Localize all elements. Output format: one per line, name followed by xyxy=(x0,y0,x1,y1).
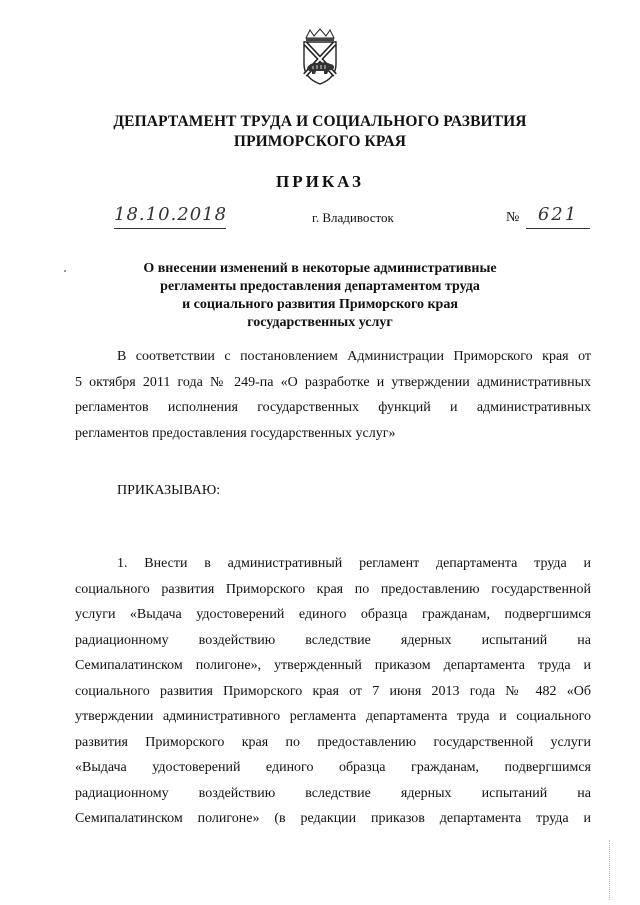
paragraph-line: 1. Внести в административный регламент департамента труда и xyxy=(117,556,591,571)
preamble-paragraph xyxy=(75,344,591,446)
handwritten-date: 18.10.2018 xyxy=(114,204,226,229)
subject-line: и социального развития Приморского края xyxy=(182,297,458,312)
paragraph-line: утверждении административного регламента департамента труда и социального xyxy=(75,709,591,724)
city: г. Владивосток xyxy=(312,210,394,225)
department-name xyxy=(0,112,640,152)
coat-of-arms-icon xyxy=(296,28,344,86)
paragraph-line: Семипалатинском полигоне» (в редакции приказов департамента труда и xyxy=(75,811,591,826)
paragraph-line: регламентов предоставления государственных услуг» xyxy=(75,425,396,441)
department-line: ПРИМОРСКОГО КРАЯ xyxy=(233,133,407,150)
handwritten-number: 621 xyxy=(526,204,590,229)
paragraph-line: 5 октября 2011 года № 249-па «О разработке и утверждении административных xyxy=(75,374,591,390)
paragraph-line: «Выдача удостоверений единого образца гражданам, подвергшимся xyxy=(75,760,591,775)
paragraph-line: социального развития Приморского края по предоставлению государственной xyxy=(75,581,591,597)
document-subject xyxy=(0,260,640,332)
paragraph-line: социального развития Приморского края от 7 июня 2013 года № 482 «Об xyxy=(75,683,591,699)
item-1-paragraph xyxy=(75,551,591,832)
paragraph-line: В соответствии с постановлением Администрации Приморского края от xyxy=(117,349,591,364)
paragraph-line: развития Приморского края по предоставлению государственной услуги xyxy=(75,734,591,750)
subject-line: О внесении изменений в некоторые административные xyxy=(143,261,497,276)
order-word: ПРИКАЗЫВАЮ: xyxy=(117,483,221,498)
paragraph-line: регламентов исполнения государственных функций и административных xyxy=(75,400,591,415)
paragraph-line: Семипалатинском полигоне», утвержденный приказом департамента труда и xyxy=(75,658,591,673)
subject-line: государственных услуг xyxy=(247,315,393,330)
document-meta-row xyxy=(0,204,640,232)
paragraph-line: услуги «Выдача удостоверений единого образца гражданам, подвергшимся xyxy=(75,607,591,622)
number-label: № xyxy=(506,210,520,225)
paragraph-line: радиационному воздействию вследствие ядерных испытаний на xyxy=(75,785,591,801)
paragraph-line: радиационному воздействию вследствие ядерных испытаний на xyxy=(75,632,591,648)
scan-edge-marks xyxy=(609,840,613,900)
document-type-title: ПРИКАЗ xyxy=(276,172,364,191)
department-line: ДЕПАРТАМЕНТ ТРУДА И СОЦИАЛЬНОГО РАЗВИТИЯ xyxy=(113,113,527,130)
subject-line: регламенты предоставления департаментом труда xyxy=(160,279,480,294)
